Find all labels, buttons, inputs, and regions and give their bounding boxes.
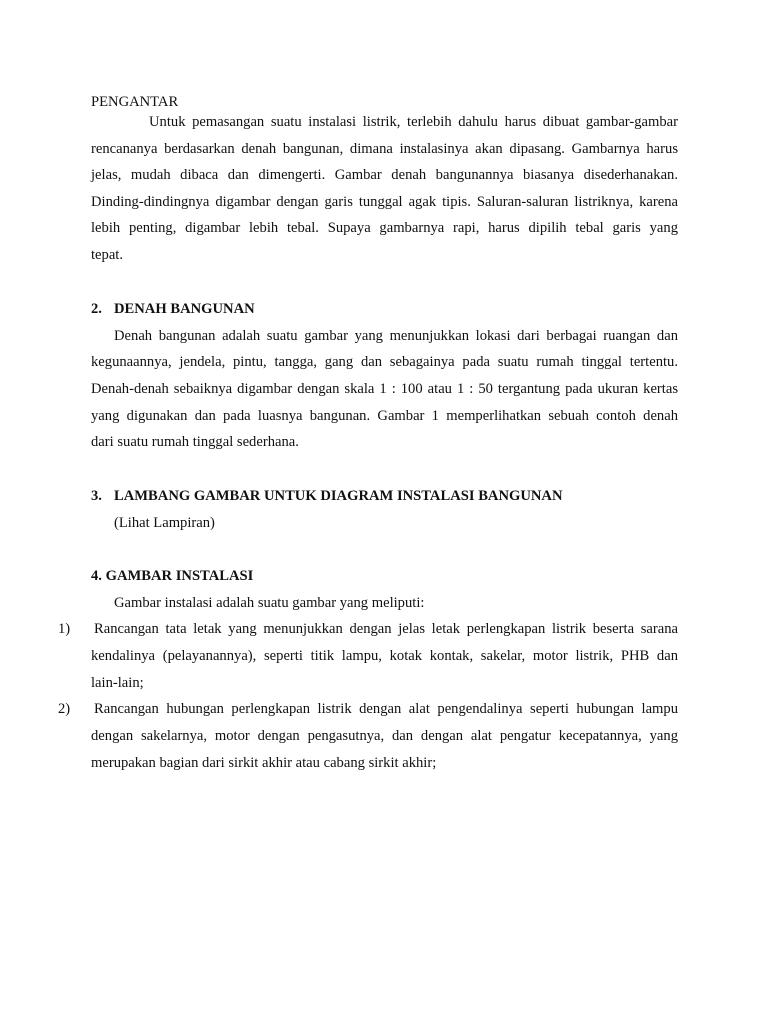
section-3-heading: LAMBANG GAMBAR UNTUK DIAGRAM INSTALASI BANGUNAN <box>114 488 563 504</box>
list-item-line: Rancangan hubungan perlengkapan listrik dengan alat pengendalinya seperti hubungan lampu <box>94 701 678 717</box>
section-2-line: dari suatu rumah tinggal sederhana. <box>91 434 299 450</box>
intro-title: PENGANTAR <box>91 94 179 110</box>
list-item-line: dengan sakelarnya, motor dengan pengasutnya, dan dengan alat pengatur kecepatannya, yang <box>91 728 678 744</box>
list-item-line: kendalinya (pelayanannya), seperti titik lampu, kotak kontak, sakelar, motor listrik, PHB dan <box>91 648 678 664</box>
list-item-marker: 1) <box>58 621 71 637</box>
section-3-note: (Lihat Lampiran) <box>114 515 215 531</box>
section-2-line: yang digunakan dan pada luasnya bangunan. Gambar 1 memperlihatkan sebuah contoh denah <box>91 408 678 424</box>
intro-line: Dinding-dindingnya digambar dengan garis tunggal agak tipis. Saluran-saluran listriknya, karena <box>91 194 678 210</box>
intro-line: rencananya berdasarkan denah bangunan, dimana instalasinya akan dipasang. Gambarnya harus <box>91 141 678 157</box>
intro-line: jelas, mudah dibaca dan dimengerti. Gambar denah bangunannya biasanya disederhanakan. <box>91 167 678 183</box>
list-item-line: lain-lain; <box>91 675 144 691</box>
list-item-line: Rancangan tata letak yang menunjukkan dengan jelas letak perlengkapan listrik beserta sarana <box>94 621 678 637</box>
section-3-number: 3. <box>91 488 102 504</box>
section-2-number: 2. <box>91 301 102 317</box>
intro-line: tepat. <box>91 247 124 263</box>
intro-line: lebih penting, digambar lebih tebal. Supaya gambarnya rapi, harus dipilih tebal garis yang <box>91 220 678 236</box>
section-2-line: Denah-denah sebaiknya digambar dengan skala 1 : 100 atau 1 : 50 tergantung pada ukuran kertas <box>91 381 678 397</box>
list-item-line: merupakan bagian dari sirkit akhir atau cabang sirkit akhir; <box>91 755 437 771</box>
section-4-heading: 4. GAMBAR INSTALASI <box>91 568 254 584</box>
section-2-line: Denah bangunan adalah suatu gambar yang menunjukkan lokasi dari berbagai ruangan dan <box>114 328 678 344</box>
section-2-line: kegunaannya, jendela, pintu, tangga, gang dan sebagainya pada suatu rumah tinggal tertentu. <box>91 354 678 370</box>
intro-line: Untuk pemasangan suatu instalasi listrik, terlebih dahulu harus dibuat gambar-gambar <box>149 114 678 130</box>
section-2-heading: DENAH BANGUNAN <box>114 301 255 317</box>
section-4-intro: Gambar instalasi adalah suatu gambar yang meliputi: <box>114 595 425 611</box>
list-item-marker: 2) <box>58 701 71 717</box>
